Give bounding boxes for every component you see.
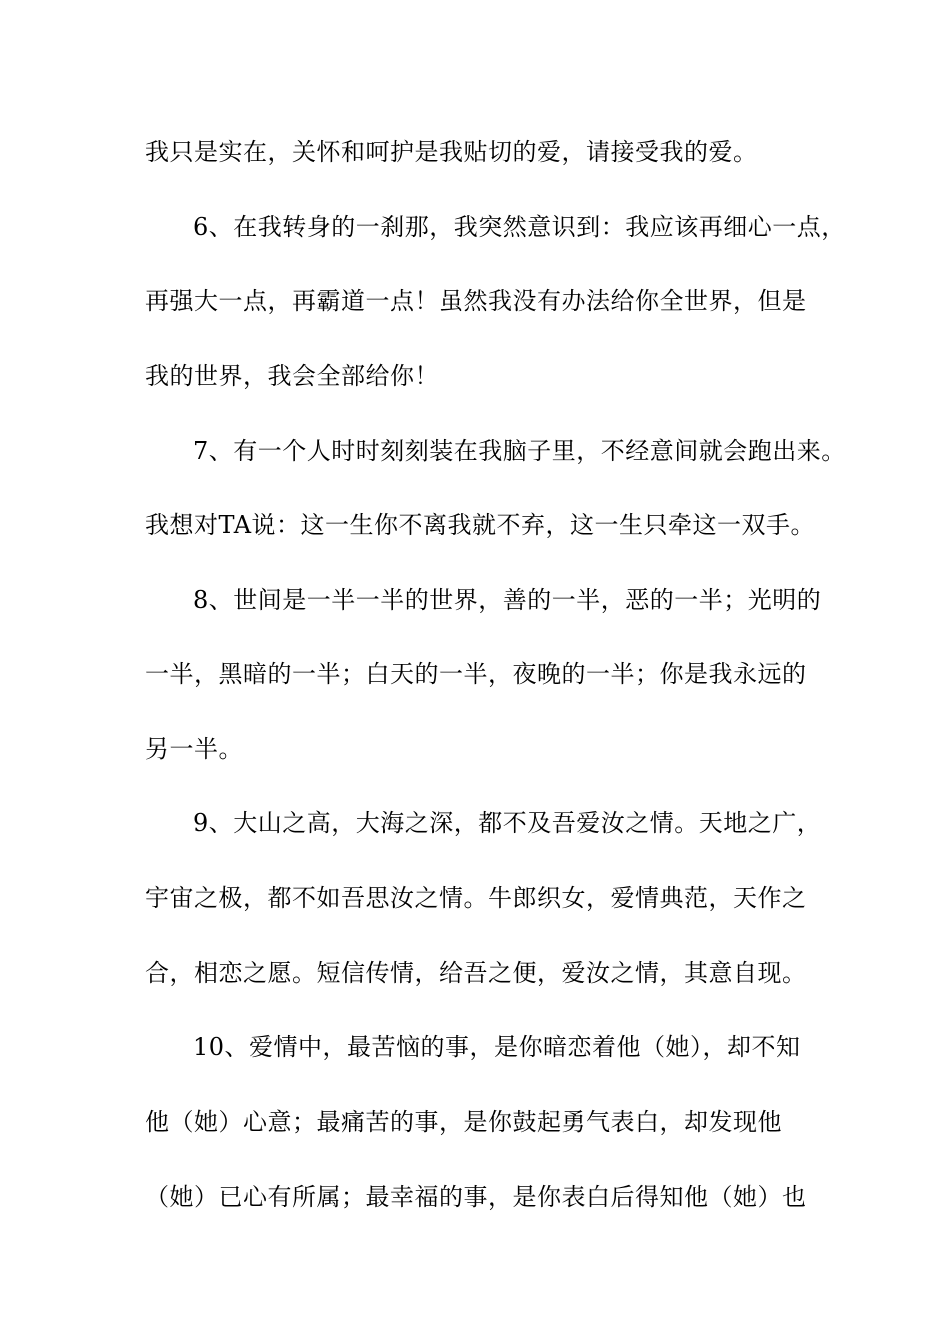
paragraph-10-line: 10、爱情中，最苦恼的事，是你暗恋着他（她），却不知	[193, 1033, 801, 1061]
text-line: 我想对TA说：这一生你不离我就不弃，这一生只牵这一双手。	[145, 511, 816, 539]
text-line: 一半，黑暗的一半；白天的一半，夜晚的一半；你是我永远的	[145, 660, 807, 688]
text-line: 另一半。	[145, 735, 243, 763]
text-line: 我的世界，我会全部给你！	[145, 362, 439, 390]
text-line: （她）已心有所属；最幸福的事，是你表白后得知他（她）也	[145, 1183, 807, 1211]
paragraph-8-line: 8、世间是一半一半的世界，善的一半，恶的一半；光明的	[193, 586, 822, 614]
text-line: 再强大一点，再霸道一点！虽然我没有办法给你全世界，但是	[145, 287, 807, 315]
paragraph-6-line: 6、在我转身的一刹那，我突然意识到：我应该再细心一点，	[193, 213, 846, 241]
text-line: 宇宙之极，都不如吾思汝之情。牛郎织女，爱情典范，天作之	[145, 884, 807, 912]
text-line: 我只是实在，关怀和呵护是我贴切的爱，请接受我的爱。	[145, 138, 758, 166]
paragraph-9-line: 9、大山之高，大海之深，都不及吾爱汝之情。天地之广，	[193, 809, 822, 837]
paragraph-7-line: 7、有一个人时时刻刻装在我脑子里，不经意间就会跑出来。	[193, 437, 846, 465]
text-line: 他（她）心意；最痛苦的事，是你鼓起勇气表白，却发现他	[145, 1108, 782, 1136]
text-line: 合，相恋之愿。短信传情，给吾之便，爱汝之情，其意自现。	[145, 959, 807, 987]
